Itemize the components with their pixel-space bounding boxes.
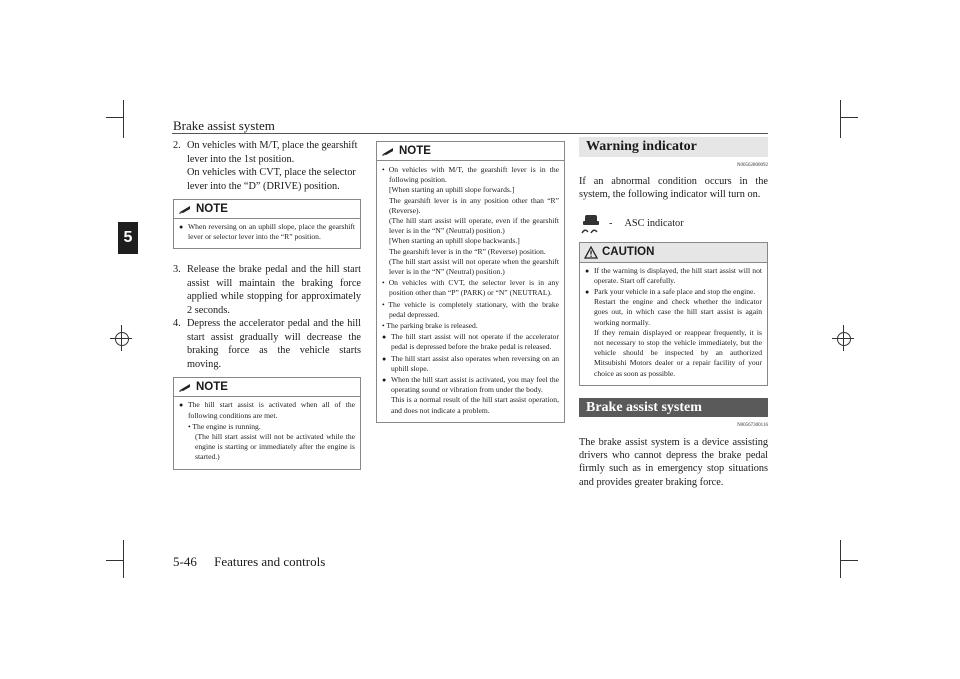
note-bullet: ● When reversing on an uphill slope, place the gearshift lever or selector lever into the “R” position. <box>179 222 355 242</box>
step-3 <box>173 263 361 317</box>
caution-header <box>580 243 767 263</box>
sub-text: (The hill start assist will operate, even if the gearshift lever is in the “N” (Neutral) position.) <box>389 216 559 236</box>
bullet-text: If they remain displayed or reappear frequently, it is not necessary to stop the vehicle immediately, but the vehicle should be inspected by an authorized Mitsubishi Motors dealer or a repair facility of your choice as soon as possible. <box>594 327 762 378</box>
caution-body <box>580 263 767 385</box>
crop-mark <box>840 100 841 138</box>
step-text: On vehicles with CVT, place the selector lever into the “D” (DRIVE) position. <box>187 167 356 192</box>
sub-text: The parking brake is released. <box>386 321 478 331</box>
sub-text: The gearshift lever is in any position other than “R” (Reverse). <box>389 195 559 215</box>
crop-mark <box>106 560 123 561</box>
page-number: 5-46 <box>173 554 197 569</box>
doc-code: N00562800092 <box>736 162 768 168</box>
step-text: Depress the accelerator pedal and the hill start assist gradually will decrease the braking force as the vehicle starts moving. <box>187 318 361 370</box>
note-icon <box>381 145 395 157</box>
sub-text: On vehicles with M/T, the gearshift lever is in the following position. <box>388 165 559 185</box>
brake-assist-paragraph: The brake assist system is a device assisting drivers who cannot depress the brake pedal firmly such as in emergency stop situations and provides greater braking force. <box>579 436 768 488</box>
step-4 <box>173 317 361 371</box>
registration-mark <box>115 332 129 346</box>
note-body <box>174 219 360 248</box>
step-number: 2. <box>173 140 181 151</box>
page-header-title: Brake assist system <box>173 118 275 133</box>
note-bullet: ● The hill start assist also operates when reversing on an uphill slope. <box>382 354 559 374</box>
section-heading-warning: Warning indicator <box>579 137 768 157</box>
warning-paragraph: If an abnormal condition occurs in the system, the following indicator will turn on. <box>579 176 768 201</box>
column-1 <box>173 139 361 470</box>
sub-text: The vehicle is completely stationary, with the brake pedal depressed. <box>388 299 559 319</box>
note-bullet: ● The hill start assist is activated when all of the following conditions are met. <box>179 400 355 420</box>
indicator-dash: - <box>609 217 613 229</box>
indicator-row <box>579 212 768 236</box>
column-2 <box>376 141 565 423</box>
crop-mark <box>841 117 858 118</box>
registration-mark <box>837 332 851 346</box>
note-sub-item: • The parking brake is released. <box>382 321 478 331</box>
note-body <box>174 397 360 468</box>
bullet-text: When the hill start assist is activated, you may feel the operating sound or vibration from under the body. <box>391 375 559 395</box>
sub-text: On vehicles with CVT, the selector lever is in any position other than “P” (PARK) or “N” (NEUTRAL). <box>388 278 559 298</box>
section-heading-brake-assist: Brake assist system <box>579 398 768 418</box>
sub-text: [When starting an uphill slope backwards.] <box>389 236 520 246</box>
note-box <box>173 199 361 249</box>
caution-triangle-icon <box>584 246 598 259</box>
note-sub-item: • On vehicles with CVT, the selector lever is in any position other than “P” (PARK) or “N” (NEUTRAL). <box>382 278 559 298</box>
sub-text: [When starting an uphill slope forwards.] <box>389 185 515 195</box>
registration-mark <box>843 325 844 351</box>
step-number: 3. <box>173 264 181 276</box>
step-number: 4. <box>173 318 181 330</box>
step-text: On vehicles with M/T, place the gearshift lever into the 1st position. <box>187 140 358 165</box>
header-rule <box>172 133 768 134</box>
sub-text: (The hill start assist will not operate when the gearshift lever is in the “N” (Neutral) position.) <box>389 256 559 277</box>
note-sub-item: • The engine is running. (The hill start assist will not be activated while the engine is starting or immediately after the engine is started.) <box>188 421 355 462</box>
note-icon <box>178 203 192 215</box>
note-label: NOTE <box>196 202 228 215</box>
note-box <box>173 377 361 469</box>
note-icon <box>178 381 192 393</box>
page-footer <box>173 554 339 570</box>
crop-mark <box>123 540 124 578</box>
bullet-text: Restart the engine and check whether the indicator goes out, in which case the hill start assist is again working normally. <box>594 297 762 327</box>
note-label: NOTE <box>196 381 228 394</box>
caution-bullet: ● If the warning is displayed, the hill start assist will not operate. Start off carefully. <box>585 266 762 286</box>
column-3 <box>579 137 768 489</box>
crop-mark <box>123 100 124 138</box>
sub-text: The engine is running. <box>192 421 261 431</box>
step-text: Release the brake pedal and the hill start assist will maintain the braking force applied while stopping for approximately 2 seconds. <box>187 264 361 316</box>
caution-box <box>579 242 768 386</box>
caution-label: CAUTION <box>602 245 655 258</box>
note-bullet <box>382 375 559 416</box>
bullet-text: This is a normal result of the hill start assist operation, and does not indicate a problem. <box>391 395 559 415</box>
sub-text: (The hill start assist will not be activated while the engine is starting or immediately after the engine is started.) <box>195 432 355 462</box>
note-box <box>376 141 565 423</box>
indicator-label: ASC indicator <box>624 217 684 229</box>
step-2 <box>173 139 361 193</box>
note-label: NOTE <box>399 144 431 157</box>
crop-mark <box>841 560 858 561</box>
crop-mark <box>840 540 841 578</box>
note-bullet: ● The hill start assist will not operate if the accelerator pedal is depressed before the brake pedal is released. <box>382 332 559 352</box>
registration-mark <box>121 325 122 351</box>
note-header <box>377 142 564 161</box>
bullet-text: Park your vehicle in a safe place and stop the engine. <box>594 287 756 296</box>
footer-section: Features and controls <box>214 554 326 569</box>
section-tab: 5 <box>118 222 138 254</box>
asc-skid-icon <box>579 213 603 235</box>
note-header <box>174 200 360 219</box>
note-header <box>174 378 360 397</box>
sub-text: The gearshift lever is in the “R” (Reverse) position. <box>389 246 546 256</box>
note-sub-item: • On vehicles with M/T, the gearshift lever is in the following position. [When starting an uphill slope forwards.] The gearshift lever is in any position other than “R” (Reverse). (The hill start assist will operate, even if the gearshift lever is in the “N” (Neutral) position.) [When starting an uphill slope backwards.] The gearshift lever is in the “R” (Reverse) position. (The hill start assist will not operate when the gearshift lever is in the “N” (Neutral) position.) <box>382 165 559 277</box>
note-sub-item: • The vehicle is completely stationary, with the brake pedal depressed. <box>382 299 559 319</box>
crop-mark <box>106 117 123 118</box>
caution-bullet <box>585 287 762 379</box>
note-body <box>377 161 564 422</box>
doc-code: N00567300116 <box>737 423 768 429</box>
